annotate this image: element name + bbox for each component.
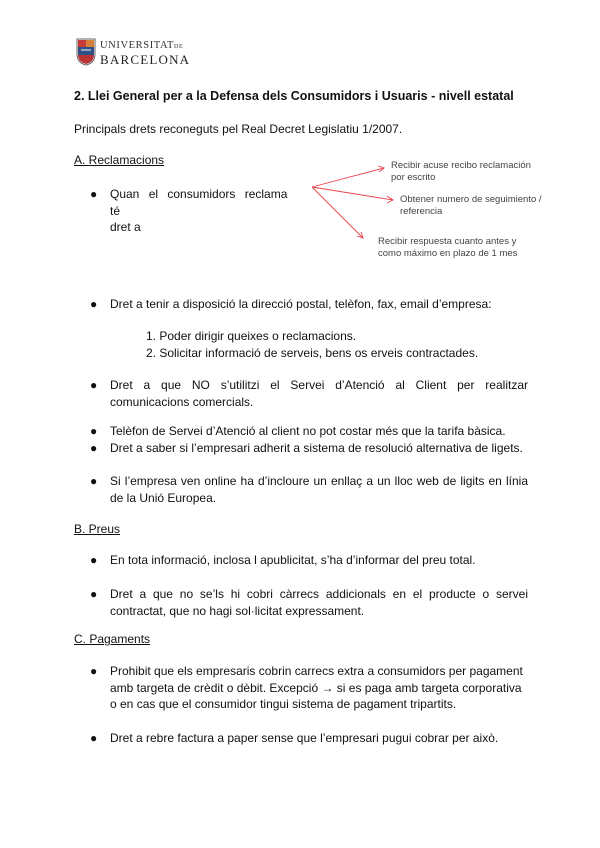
annotation-note-1-line1: Recibir acuse recibo reclamación (391, 160, 531, 171)
list-item: Si l’empresa ven online ha d’incloure un enllaç a un lloc web de ligits en línia de la Unió Europea. (110, 474, 528, 505)
numbered-item: 2. Solicitar informació de serveis, bens os erveis contractades. (146, 346, 479, 360)
annotation-arrows (300, 160, 380, 250)
list-item-line1 (110, 186, 306, 219)
section-a-heading: A. Reclamacions (74, 153, 165, 167)
list-item: Dret a que no se’ls hi cobri càrrecs addicionals en el producte o servei contractat, que no hagi sol·licitat expressament. (110, 587, 528, 618)
annotation-note-3-line1: Recibir respuesta cuanto antes y (378, 236, 517, 247)
list-item: Dret a tenir a disposició la direcció postal, telèfon, fax, email d’empresa: (110, 297, 492, 311)
arrow-to-note3 (312, 187, 363, 238)
intro-text: Principals drets reconeguts pel Real Decret Legislatiu 1/2007. (74, 122, 403, 136)
bullet-icon: ● (90, 297, 98, 311)
bullet-icon: ● (90, 187, 98, 201)
arrow-to-note2 (312, 187, 393, 200)
list-item-line2: dret a (110, 220, 141, 234)
bullet-icon: ● (90, 553, 98, 567)
university-logo (76, 38, 191, 70)
annotation-note-3-line2: como máximo en plazo de 1 mes (378, 248, 518, 259)
list-item-text: Quan el consumidors reclama té (110, 187, 288, 218)
list-item: Prohibit que els empresaris cobrin carrecs extra a consumidors per pagament amb targeta de crèdit o dèbit. Excepció → si es paga amb targeta corporativa o en cas que el consumidor tingui sistema de pagament tripartits. (110, 664, 523, 711)
logo-line2: BARCELONA (100, 52, 191, 67)
bullet-icon: ● (90, 378, 98, 392)
bullet-icon: ● (90, 441, 98, 455)
annotation-note-2-line2: referencia (400, 206, 443, 217)
university-shield-icon (76, 38, 96, 66)
section-b-heading: B. Preus (74, 522, 121, 536)
list-item: Dret a saber si l’empresari adherit a sistema de resolució alternativa de ligets. (110, 441, 523, 455)
bullet-icon: ● (90, 731, 98, 745)
annotation-note-3 (378, 236, 517, 260)
bullet-icon: ● (90, 474, 98, 488)
list-item: Dret a que NO s’utilitzi el Servei d’Atenció al Client per realitzar comunicacions comercials. (110, 378, 528, 409)
annotation-note-2 (400, 194, 542, 218)
numbered-item: 1. Poder dirigir queixes o reclamacions. (146, 329, 357, 343)
bullet-icon: ● (90, 587, 98, 601)
section-c-heading: C. Pagaments (74, 632, 151, 646)
annotation-note-1-line2: por escrito (391, 172, 436, 183)
logo-line1: UNIVERSITATDE (100, 40, 184, 51)
annotation-note-1 (391, 160, 531, 184)
document-title: 2. Llei General per a la Defensa dels Consumidors i Usuaris - nivell estatal (74, 89, 514, 103)
bullet-icon: ● (90, 424, 98, 438)
list-item: Telèfon de Servei d’Atenció al client no pot costar més que la tarifa bàsica. (110, 424, 506, 438)
list-item: En tota informació, inclosa l apublicitat, s’ha d’informar del preu total. (110, 553, 476, 567)
list-item: Dret a rebre factura a paper sense que l’empresari pugui cobrar per això. (110, 731, 499, 745)
annotation-note-2-line1: Obtener numero de seguimiento / (400, 194, 542, 205)
list-item (110, 186, 306, 236)
arrow-to-note1 (312, 168, 384, 187)
bullet-icon: ● (90, 664, 98, 678)
